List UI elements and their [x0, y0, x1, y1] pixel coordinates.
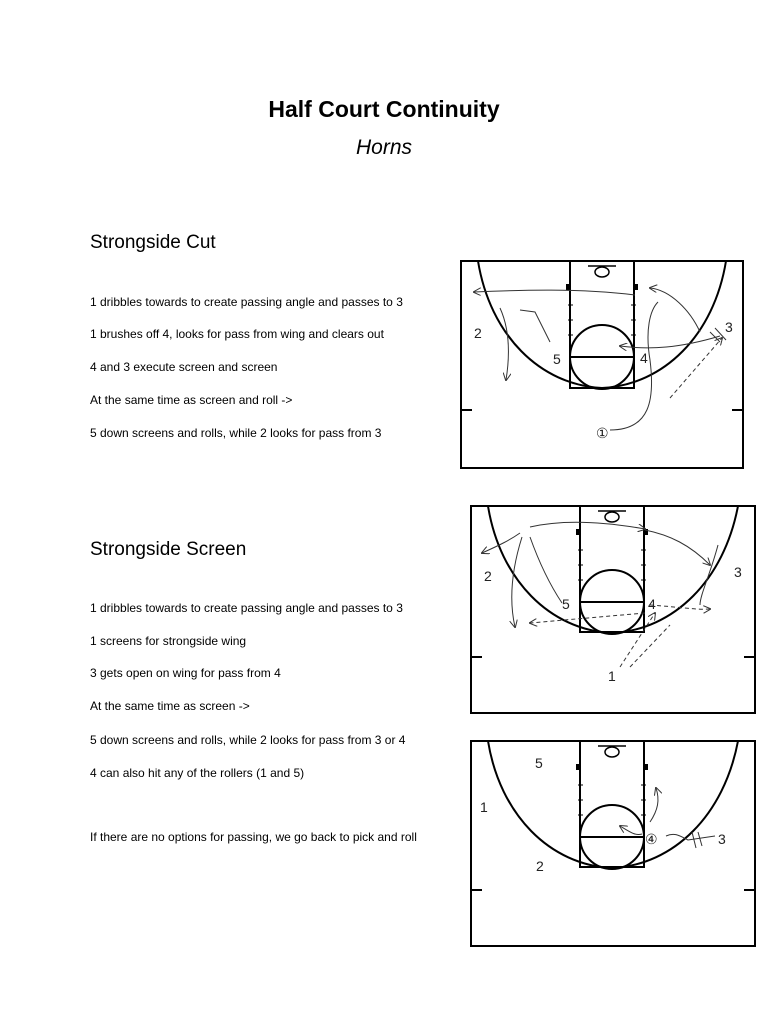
instruction-line: At the same time as screen and roll -> — [90, 393, 293, 407]
player-label: 5 — [562, 596, 570, 612]
player-label: 3 — [734, 564, 742, 580]
court-diagram-pick-and-roll — [470, 740, 756, 948]
instruction-line: 4 can also hit any of the rollers (1 and 5) — [90, 766, 305, 780]
player-label: 2 — [484, 568, 492, 584]
player-label: 2 — [474, 325, 482, 341]
instruction-line: 1 dribbles towards to create passing angle and passes to 3 — [90, 601, 403, 615]
instruction-line: At the same time as screen -> — [90, 699, 250, 713]
court-diagram-strongside-screen — [470, 505, 756, 715]
instruction-line: 1 screens for strongside wing — [90, 634, 247, 648]
player-label: 3 — [718, 831, 726, 847]
section-heading-strongside-cut: Strongside Cut — [90, 232, 216, 253]
instruction-line: 4 and 3 execute screen and screen — [90, 360, 278, 374]
player-label: ④ — [645, 831, 658, 847]
player-label: 5 — [535, 755, 543, 771]
instruction-line: 1 brushes off 4, looks for pass from wing and clears out — [90, 327, 384, 341]
instruction-line: 3 gets open on wing for pass from 4 — [90, 666, 281, 680]
instruction-line: 1 dribbles towards to create passing angle and passes to 3 — [90, 295, 403, 309]
player-label: 1 — [480, 799, 488, 815]
instruction-line: 5 down screens and rolls, while 2 looks for pass from 3 or 4 — [90, 733, 406, 747]
court-diagram-strongside-cut — [460, 260, 744, 470]
player-label: 5 — [553, 351, 561, 367]
page-title: Half Court Continuity — [268, 96, 500, 122]
player-label: 1 — [608, 668, 616, 684]
page-subtitle: Horns — [355, 136, 413, 159]
closing-note: If there are no options for passing, we go back to pick and roll — [90, 830, 417, 844]
player-label: ① — [596, 425, 609, 441]
player-label: 3 — [725, 319, 733, 335]
player-label: 2 — [536, 858, 544, 874]
instruction-line: 5 down screens and rolls, while 2 looks for pass from 3 — [90, 426, 382, 440]
section-heading-strongside-screen: Strongside Screen — [90, 539, 247, 560]
player-label: 4 — [640, 350, 648, 366]
player-label: 4 — [648, 596, 656, 612]
